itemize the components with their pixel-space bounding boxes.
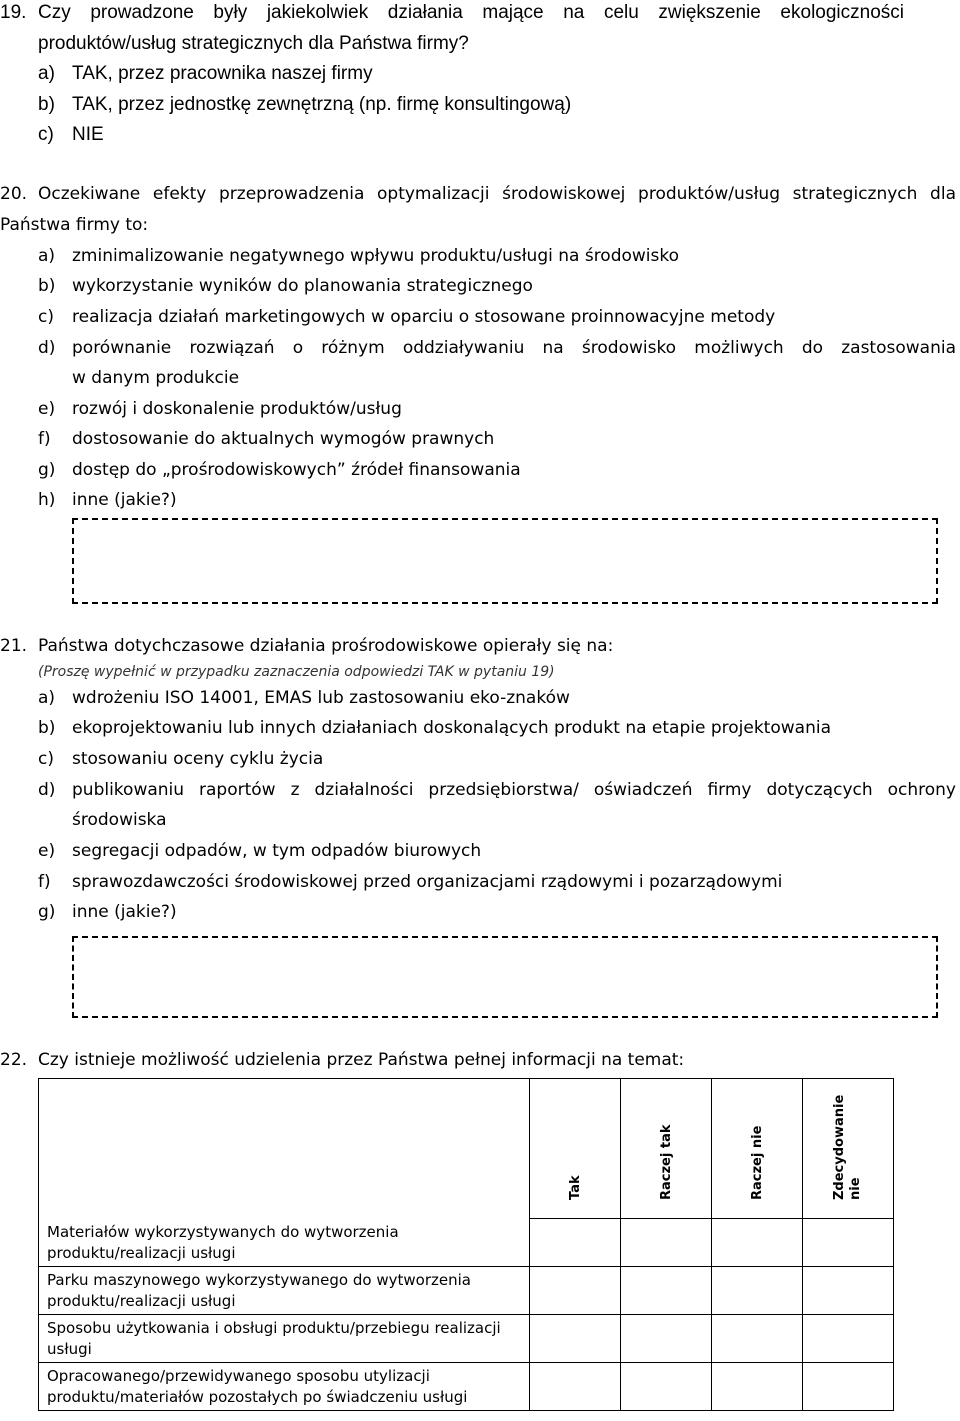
row-label-cell (39, 1362, 530, 1410)
answer-cell-raczej-nie[interactable] (712, 1362, 803, 1410)
answer-cell-raczej-tak[interactable] (621, 1219, 712, 1267)
option-letter: f) (38, 872, 51, 892)
row-label-cell (39, 1219, 530, 1267)
option-c-text[interactable]: stosowaniu oceny cyklu życia (72, 749, 324, 769)
option-a-text[interactable]: wdrożeniu ISO 14001, EMAS lub zastosowaniu eko-znaków (72, 688, 570, 708)
table-row (39, 1362, 894, 1410)
option-d-text-cont: w danym produkcie (72, 368, 240, 388)
option-f-text[interactable]: sprawozdawczości środowiskowej przed organizacjami rządowymi i pozarządowymi (72, 872, 783, 892)
option-d-text-cont: środowiska (72, 810, 167, 830)
option-c-text[interactable]: NIE (72, 124, 104, 145)
question-number: 22. (0, 1050, 28, 1070)
info-availability-table (38, 1078, 894, 1411)
answer-cell-zdecydowanie-nie[interactable] (803, 1362, 894, 1410)
option-e-text[interactable]: rozwój i doskonalenie produktów/usług (72, 399, 402, 419)
question-text-cont: Państwa firmy to: (0, 215, 149, 235)
option-letter: e) (38, 399, 56, 419)
row-label-cell (39, 1314, 530, 1362)
option-b-text[interactable]: TAK, przez jednostkę zewnętrzną (np. firmę konsultingową) (72, 94, 572, 115)
option-c-text[interactable]: realizacja działań marketingowych w oparciu o stosowane proinnowacyjne metody (72, 307, 776, 327)
option-b-text[interactable]: ekoprojektowaniu lub innych działaniach doskonalących produkt na etapie projektowania (72, 718, 831, 738)
question-text: Czy prowadzone były jakiekolwiek działania mające na celu zwiększenie ekologiczności (38, 2, 904, 23)
option-letter: c) (38, 307, 54, 327)
column-label: Raczej nie (750, 1125, 765, 1200)
answer-cell-raczej-tak[interactable] (621, 1362, 712, 1410)
question-number: 19. (0, 2, 27, 23)
answer-cell-tak[interactable] (530, 1266, 621, 1314)
column-label: Tak (568, 1175, 583, 1200)
option-e-text[interactable]: segregacji odpadów, w tym odpadów biurowych (72, 841, 482, 861)
answer-cell-raczej-nie[interactable] (712, 1314, 803, 1362)
answer-cell-raczej-tak[interactable] (621, 1314, 712, 1362)
option-d-text[interactable]: publikowaniu raportów z działalności przedsiębiorstwa/ oświadczeń firmy dotyczących ochrony (72, 780, 956, 800)
column-label: Zdecydowanie nie (832, 1094, 863, 1200)
column-label: Raczej tak (659, 1124, 674, 1200)
column-header-zdecydowanie-nie (803, 1079, 894, 1219)
table-row (39, 1314, 894, 1362)
option-d-text[interactable]: porównanie rozwiązań o różnym oddziaływaniu na środowisko możliwych do zastosowania (72, 338, 956, 358)
option-letter: b) (38, 94, 55, 115)
answer-cell-raczej-nie[interactable] (712, 1266, 803, 1314)
row-label: Sposobu użytkowania i obsługi produktu/przebiegu realizacji usługi (47, 1318, 501, 1358)
option-f-text[interactable]: dostosowanie do aktualnych wymogów prawnych (72, 429, 495, 449)
option-g-text[interactable]: inne (jakie?) (72, 902, 177, 922)
answer-cell-raczej-nie[interactable] (712, 1219, 803, 1267)
question-number: 20. (0, 184, 28, 204)
answer-cell-zdecydowanie-nie[interactable] (803, 1266, 894, 1314)
column-header-raczej-nie (712, 1079, 803, 1219)
option-letter: c) (38, 124, 54, 145)
option-b-text[interactable]: wykorzystanie wyników do planowania strategicznego (72, 276, 533, 296)
question-text: Oczekiwane efekty przeprowadzenia optymalizacji środowiskowej produktów/usług strategicznych dla (38, 184, 956, 204)
row-label-cell (39, 1266, 530, 1314)
option-h-text[interactable]: inne (jakie?) (72, 490, 177, 510)
option-letter: c) (38, 749, 54, 769)
other-answer-box[interactable] (72, 936, 938, 1018)
column-header-tak (530, 1079, 621, 1219)
option-letter: e) (38, 841, 56, 861)
option-letter: f) (38, 429, 51, 449)
answer-cell-tak[interactable] (530, 1219, 621, 1267)
table-header-row (39, 1079, 894, 1219)
option-letter: a) (38, 688, 56, 708)
option-a-text[interactable]: zminimalizowanie negatywnego wpływu produktu/usługi na środowisko (72, 246, 680, 266)
option-letter: b) (38, 276, 56, 296)
option-letter: a) (38, 246, 56, 266)
question-number: 21. (0, 636, 28, 656)
option-letter: g) (38, 460, 56, 480)
column-header-raczej-tak (621, 1079, 712, 1219)
option-letter: h) (38, 490, 56, 510)
answer-cell-raczej-tak[interactable] (621, 1266, 712, 1314)
row-label: Opracowanego/przewidywanego sposobu utylizacji produktu/materiałów pozostałych po świadczeniu usługi (47, 1366, 468, 1406)
other-answer-box[interactable] (72, 518, 938, 604)
answer-cell-zdecydowanie-nie[interactable] (803, 1219, 894, 1267)
answer-cell-zdecydowanie-nie[interactable] (803, 1314, 894, 1362)
option-letter: g) (38, 902, 56, 922)
table-row (39, 1266, 894, 1314)
answer-cell-tak[interactable] (530, 1314, 621, 1362)
row-label: Materiałów wykorzystywanych do wytworzenia produktu/realizacji usługi (47, 1222, 399, 1262)
question-text: Państwa dotychczasowe działania prośrodowiskowe opierały się na: (38, 636, 614, 656)
option-letter: d) (38, 338, 56, 358)
option-letter: d) (38, 780, 56, 800)
option-letter: a) (38, 63, 55, 84)
answer-cell-tak[interactable] (530, 1362, 621, 1410)
table-row (39, 1219, 894, 1267)
option-a-text[interactable]: TAK, przez pracownika naszej firmy (72, 63, 373, 84)
row-label: Parku maszynowego wykorzystywanego do wytworzenia produktu/realizacji usługi (47, 1270, 471, 1310)
question-note: (Proszę wypełnić w przypadku zaznaczenia odpowiedzi TAK w pytaniu 19) (38, 664, 555, 680)
option-letter: b) (38, 718, 56, 738)
option-g-text[interactable]: dostęp do „prośrodowiskowych” źródeł finansowania (72, 460, 521, 480)
question-text: Czy istnieje możliwość udzielenia przez Państwa pełnej informacji na temat: (38, 1050, 685, 1070)
table-header-blank (39, 1079, 530, 1219)
question-text-cont: produktów/usług strategicznych dla Państwa firmy? (38, 33, 469, 54)
